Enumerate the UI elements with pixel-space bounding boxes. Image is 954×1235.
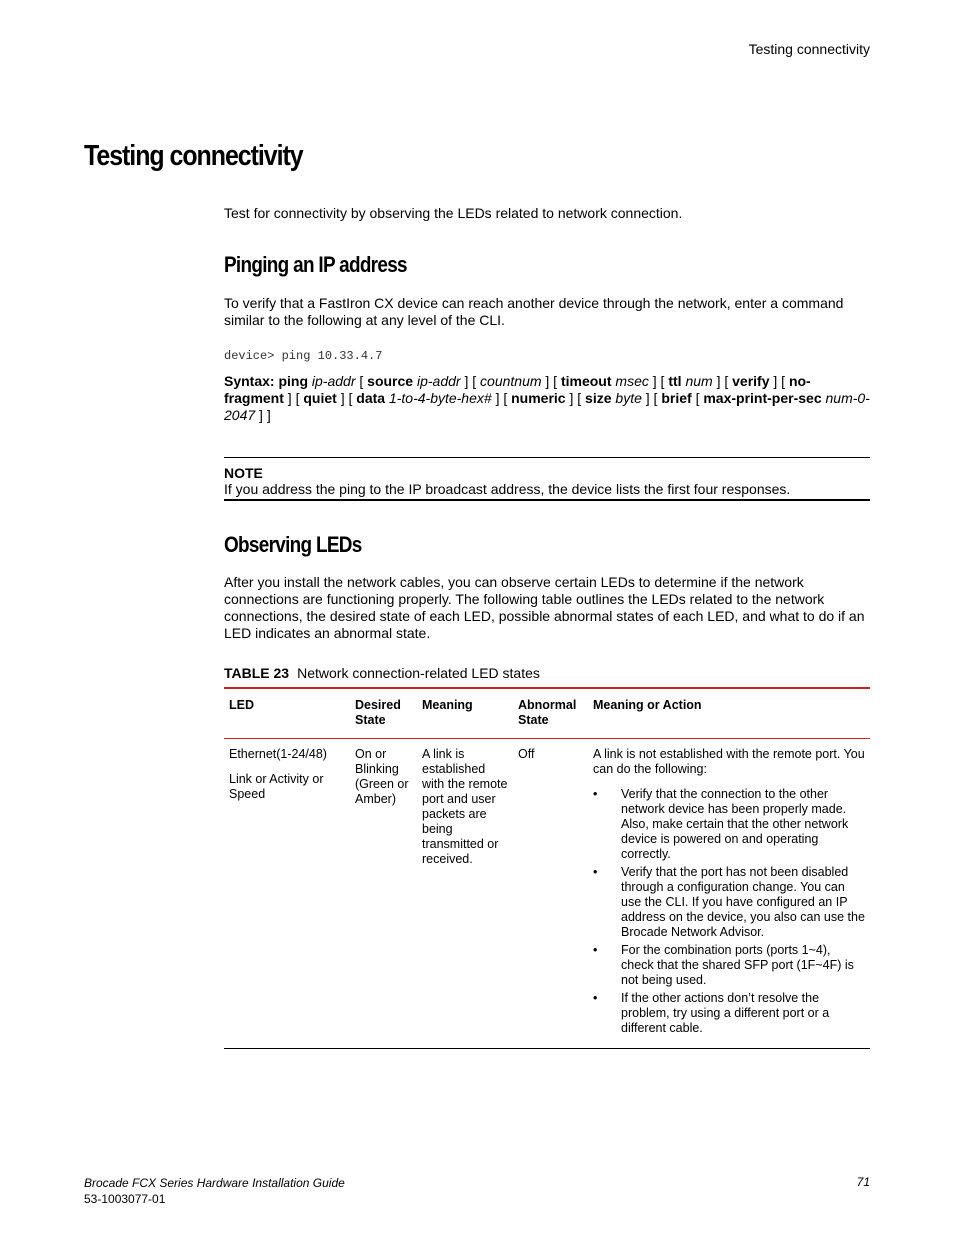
syntax-token: size: [585, 390, 612, 406]
syntax-token: num: [685, 373, 713, 389]
syntax-token: brief: [661, 390, 692, 406]
syntax-token: [: [359, 373, 364, 389]
list-item: • If the other actions don’t resolve the problem, try using a different port or a different cable.: [593, 991, 865, 1036]
syntax-token: ip-addr: [416, 373, 461, 389]
syntax-token: numeric: [511, 390, 566, 406]
running-header: Testing connectivity: [748, 41, 870, 57]
table-number: TABLE 23: [224, 665, 290, 681]
syntax-token: ] [: [340, 390, 353, 406]
note-box: [224, 457, 870, 501]
syntax-token: [: [695, 390, 700, 406]
syntax-token: ] [: [495, 390, 508, 406]
leds-paragraph: After you install the network cables, you can observe certain LEDs to determine if the network connections are functioning properly. The following table outlines the LEDs related to the network connections, the desired state of each LED, possible abnormal states of each LED, and what to do if an LED indicates an abnormal state.: [224, 574, 865, 641]
syntax-token: 1-to-4-byte-hex#: [388, 390, 492, 406]
syntax-token: ] [: [287, 390, 300, 406]
syntax-token: ] [: [569, 390, 582, 406]
footer-doc-info: [84, 1175, 345, 1207]
table-caption: [224, 665, 540, 681]
syntax-token: ] [: [545, 373, 558, 389]
syntax-line: [224, 373, 870, 424]
header-meaning: Meaning: [417, 688, 513, 739]
cell-abnormal-state: Off: [513, 739, 588, 1049]
table-caption-text: Network connection-related LED states: [297, 665, 540, 681]
cell-meaning-or-action: [588, 739, 870, 1049]
syntax-token: timeout: [560, 373, 612, 389]
action-intro: A link is not established with the remote port. You can do the following:: [593, 747, 865, 776]
syntax-token: source: [367, 373, 414, 389]
syntax-token: ip-addr: [311, 373, 356, 389]
table-header-row: [224, 688, 870, 739]
syntax-token: no-fragment: [224, 373, 811, 406]
header-led: LED: [224, 688, 350, 739]
page-title: Testing connectivity: [84, 140, 303, 172]
action-list: [593, 787, 865, 1036]
header-desired-state: Desired State: [350, 688, 417, 739]
intro-paragraph: Test for connectivity by observing the LEDs related to network connection.: [224, 205, 683, 221]
syntax-token: msec: [615, 373, 649, 389]
syntax-label: Syntax:: [224, 373, 275, 389]
syntax-token: ping: [278, 373, 309, 389]
cell-led: [224, 739, 350, 1049]
footer-doc-title: Brocade FCX Series Hardware Installation Guide: [84, 1176, 345, 1190]
note-text: If you address the ping to the IP broadcast address, the device lists the first four responses.: [224, 481, 791, 497]
led-states-table: [224, 687, 870, 1049]
syntax-token: ] [: [716, 373, 729, 389]
ping-paragraph: To verify that a FastIron CX device can reach another device through the network, enter a command similar to the following at any level of the CLI.: [224, 295, 844, 328]
syntax-token: ] ]: [259, 407, 271, 423]
footer-doc-id: 53-1003077-01: [84, 1192, 166, 1206]
cell-desired-state: On or Blinking (Green or Amber): [350, 739, 417, 1049]
syntax-token: data: [356, 390, 386, 406]
led-name: Ethernet(1-24/48): [229, 747, 327, 761]
syntax-token: max-print-per-sec: [703, 390, 822, 406]
note-label: NOTE: [224, 465, 263, 481]
syntax-token: ttl: [668, 373, 682, 389]
syntax-token: byte: [615, 390, 642, 406]
section-heading-ping: Pinging an IP address: [224, 252, 407, 277]
command-example: device> ping 10.33.4.7: [224, 349, 383, 363]
header-meaning-or-action: Meaning or Action: [588, 688, 870, 739]
table-row: [224, 739, 870, 1049]
syntax-token: ] [: [652, 373, 665, 389]
syntax-token: verify: [732, 373, 770, 389]
list-item: • Verify that the port has not been disabled through a configuration change. You can use the CLI. If you have configured an IP address on the device, you also can use the Brocade Network Advisor.: [593, 865, 865, 940]
header-abnormal-state: Abnormal State: [513, 688, 588, 739]
section-heading-leds: Observing LEDs: [224, 532, 362, 557]
syntax-token: quiet: [303, 390, 337, 406]
syntax-parts: [224, 373, 870, 423]
syntax-token: ] [: [464, 373, 477, 389]
list-item: • Verify that the connection to the other network device has been properly made. Also, make certain that the other network device is powered on and operating correctly.: [593, 787, 865, 862]
footer-page-number: 71: [856, 1175, 870, 1189]
cell-meaning: A link is established with the remote port and user packets are being transmitted or received.: [417, 739, 513, 1049]
syntax-token: ] [: [645, 390, 658, 406]
syntax-token: countnum: [480, 373, 542, 389]
syntax-token: num-0-2047: [224, 390, 870, 423]
syntax-token: ] [: [773, 373, 786, 389]
led-type: Link or Activity or Speed: [229, 772, 324, 801]
list-item: • For the combination ports (ports 1~4), check that the shared SFP port (1F~4F) is not being used.: [593, 943, 865, 988]
